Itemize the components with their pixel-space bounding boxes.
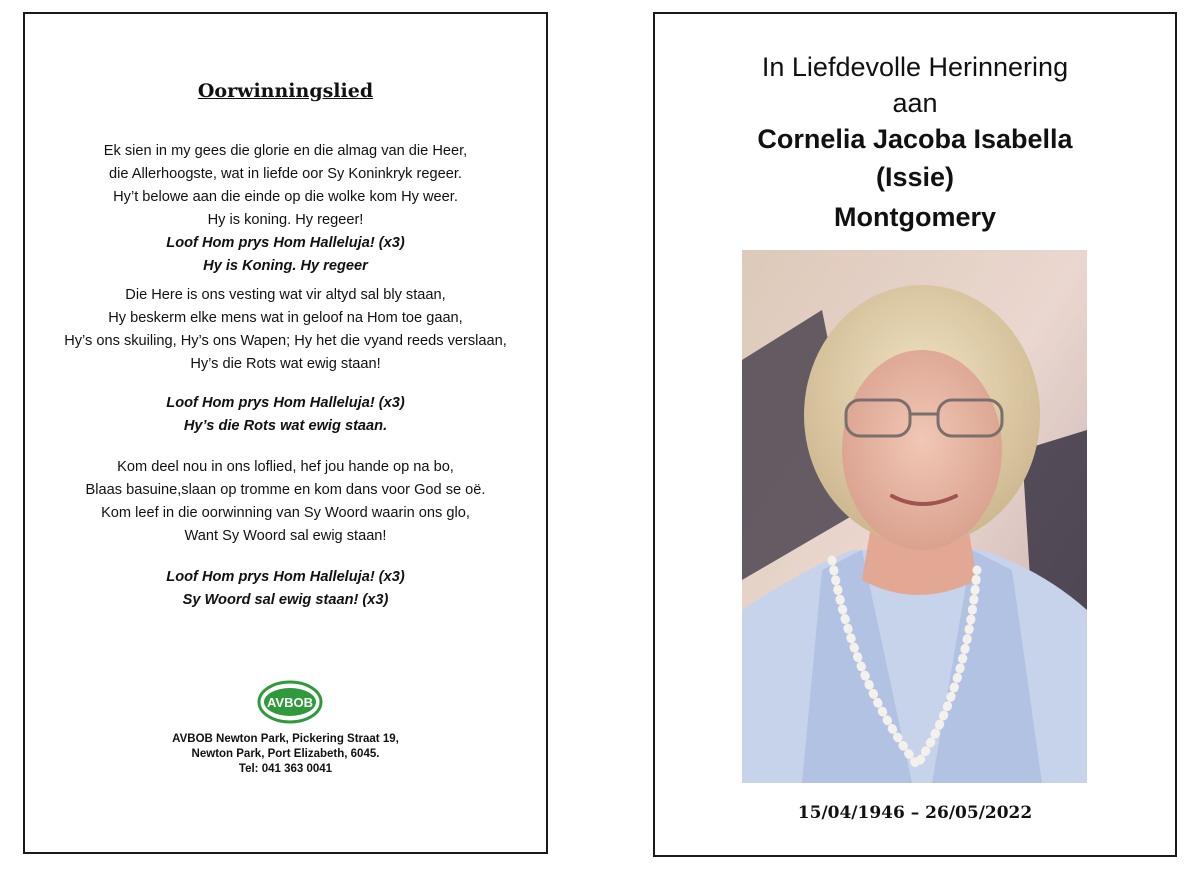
- refrain-2: [25, 392, 546, 438]
- funeral-phone: Tel: 041 363 0041: [238, 763, 333, 775]
- deceased-surname: Montgomery: [834, 202, 996, 232]
- portrait-photo: [742, 250, 1087, 783]
- refrain-line: Loof Hom prys Hom Halleluja! (x3): [166, 569, 405, 585]
- stanza-line: Kom deel nou in ons loflied, hef jou hande op na bo,: [117, 459, 454, 475]
- deceased-name: Cornelia Jacoba Isabella: [757, 124, 1073, 154]
- stanza-line: Hy beskerm elke mens wat in geloof na Hom toe gaan,: [108, 310, 463, 326]
- stanza-1: [25, 140, 546, 278]
- hymn-title: Oorwinningslied: [197, 80, 374, 102]
- stanza-line: Hy’s die Rots wat ewig staan!: [190, 356, 381, 372]
- stanza-line: Hy’s ons skuiling, Hy’s ons Wapen; Hy het die vyand reeds verslaan,: [64, 333, 507, 349]
- refrain-line: Sy Woord sal ewig staan! (x3): [182, 592, 389, 608]
- memorial-subheading: aan: [892, 88, 938, 118]
- stanza-3: [25, 456, 546, 548]
- stanza-line: die Allerhoogste, wat in liefde oor Sy Koninkryk regeer.: [109, 166, 462, 182]
- stanza-line: Hy is koning. Hy regeer!: [207, 212, 364, 228]
- stanza-line: Ek sien in my gees die glorie en die almag van die Heer,: [103, 143, 468, 159]
- refrain-3: [25, 566, 546, 612]
- funeral-home-info: [25, 732, 546, 777]
- hymn-panel: [23, 12, 548, 854]
- deceased-nickname: (Issie): [875, 162, 955, 192]
- refrain-line: Loof Hom prys Hom Halleluja! (x3): [166, 235, 405, 251]
- memorial-panel: [653, 12, 1177, 857]
- refrain-line: Loof Hom prys Hom Halleluja! (x3): [166, 395, 405, 411]
- refrain-line: Hy is Koning. Hy regeer: [203, 258, 368, 274]
- life-dates: 15/04/1946 – 26/05/2022: [797, 803, 1033, 823]
- memorial-heading: In Liefdevolle Herinnering: [761, 52, 1069, 82]
- stanza-line: Hy’t belowe aan die einde op die wolke kom Hy weer.: [113, 189, 458, 205]
- avbob-logo: [257, 680, 323, 724]
- funeral-address-line: Newton Park, Port Elizabeth, 6045.: [191, 748, 380, 760]
- funeral-address-line: AVBOB Newton Park, Pickering Straat 19,: [172, 733, 399, 745]
- refrain-line: Hy’s die Rots wat ewig staan.: [183, 418, 388, 434]
- stanza-line: Want Sy Woord sal ewig staan!: [184, 528, 387, 544]
- stanza-line: Die Here is ons vesting wat vir altyd sal bly staan,: [125, 287, 446, 303]
- stanza-line: Kom leef in die oorwinning van Sy Woord waarin ons glo,: [101, 505, 470, 521]
- logo-text: AVBOB: [267, 695, 313, 710]
- stanza-2: [25, 284, 546, 376]
- stanza-line: Blaas basuine,slaan op tromme en kom dans voor God se oë.: [85, 482, 486, 498]
